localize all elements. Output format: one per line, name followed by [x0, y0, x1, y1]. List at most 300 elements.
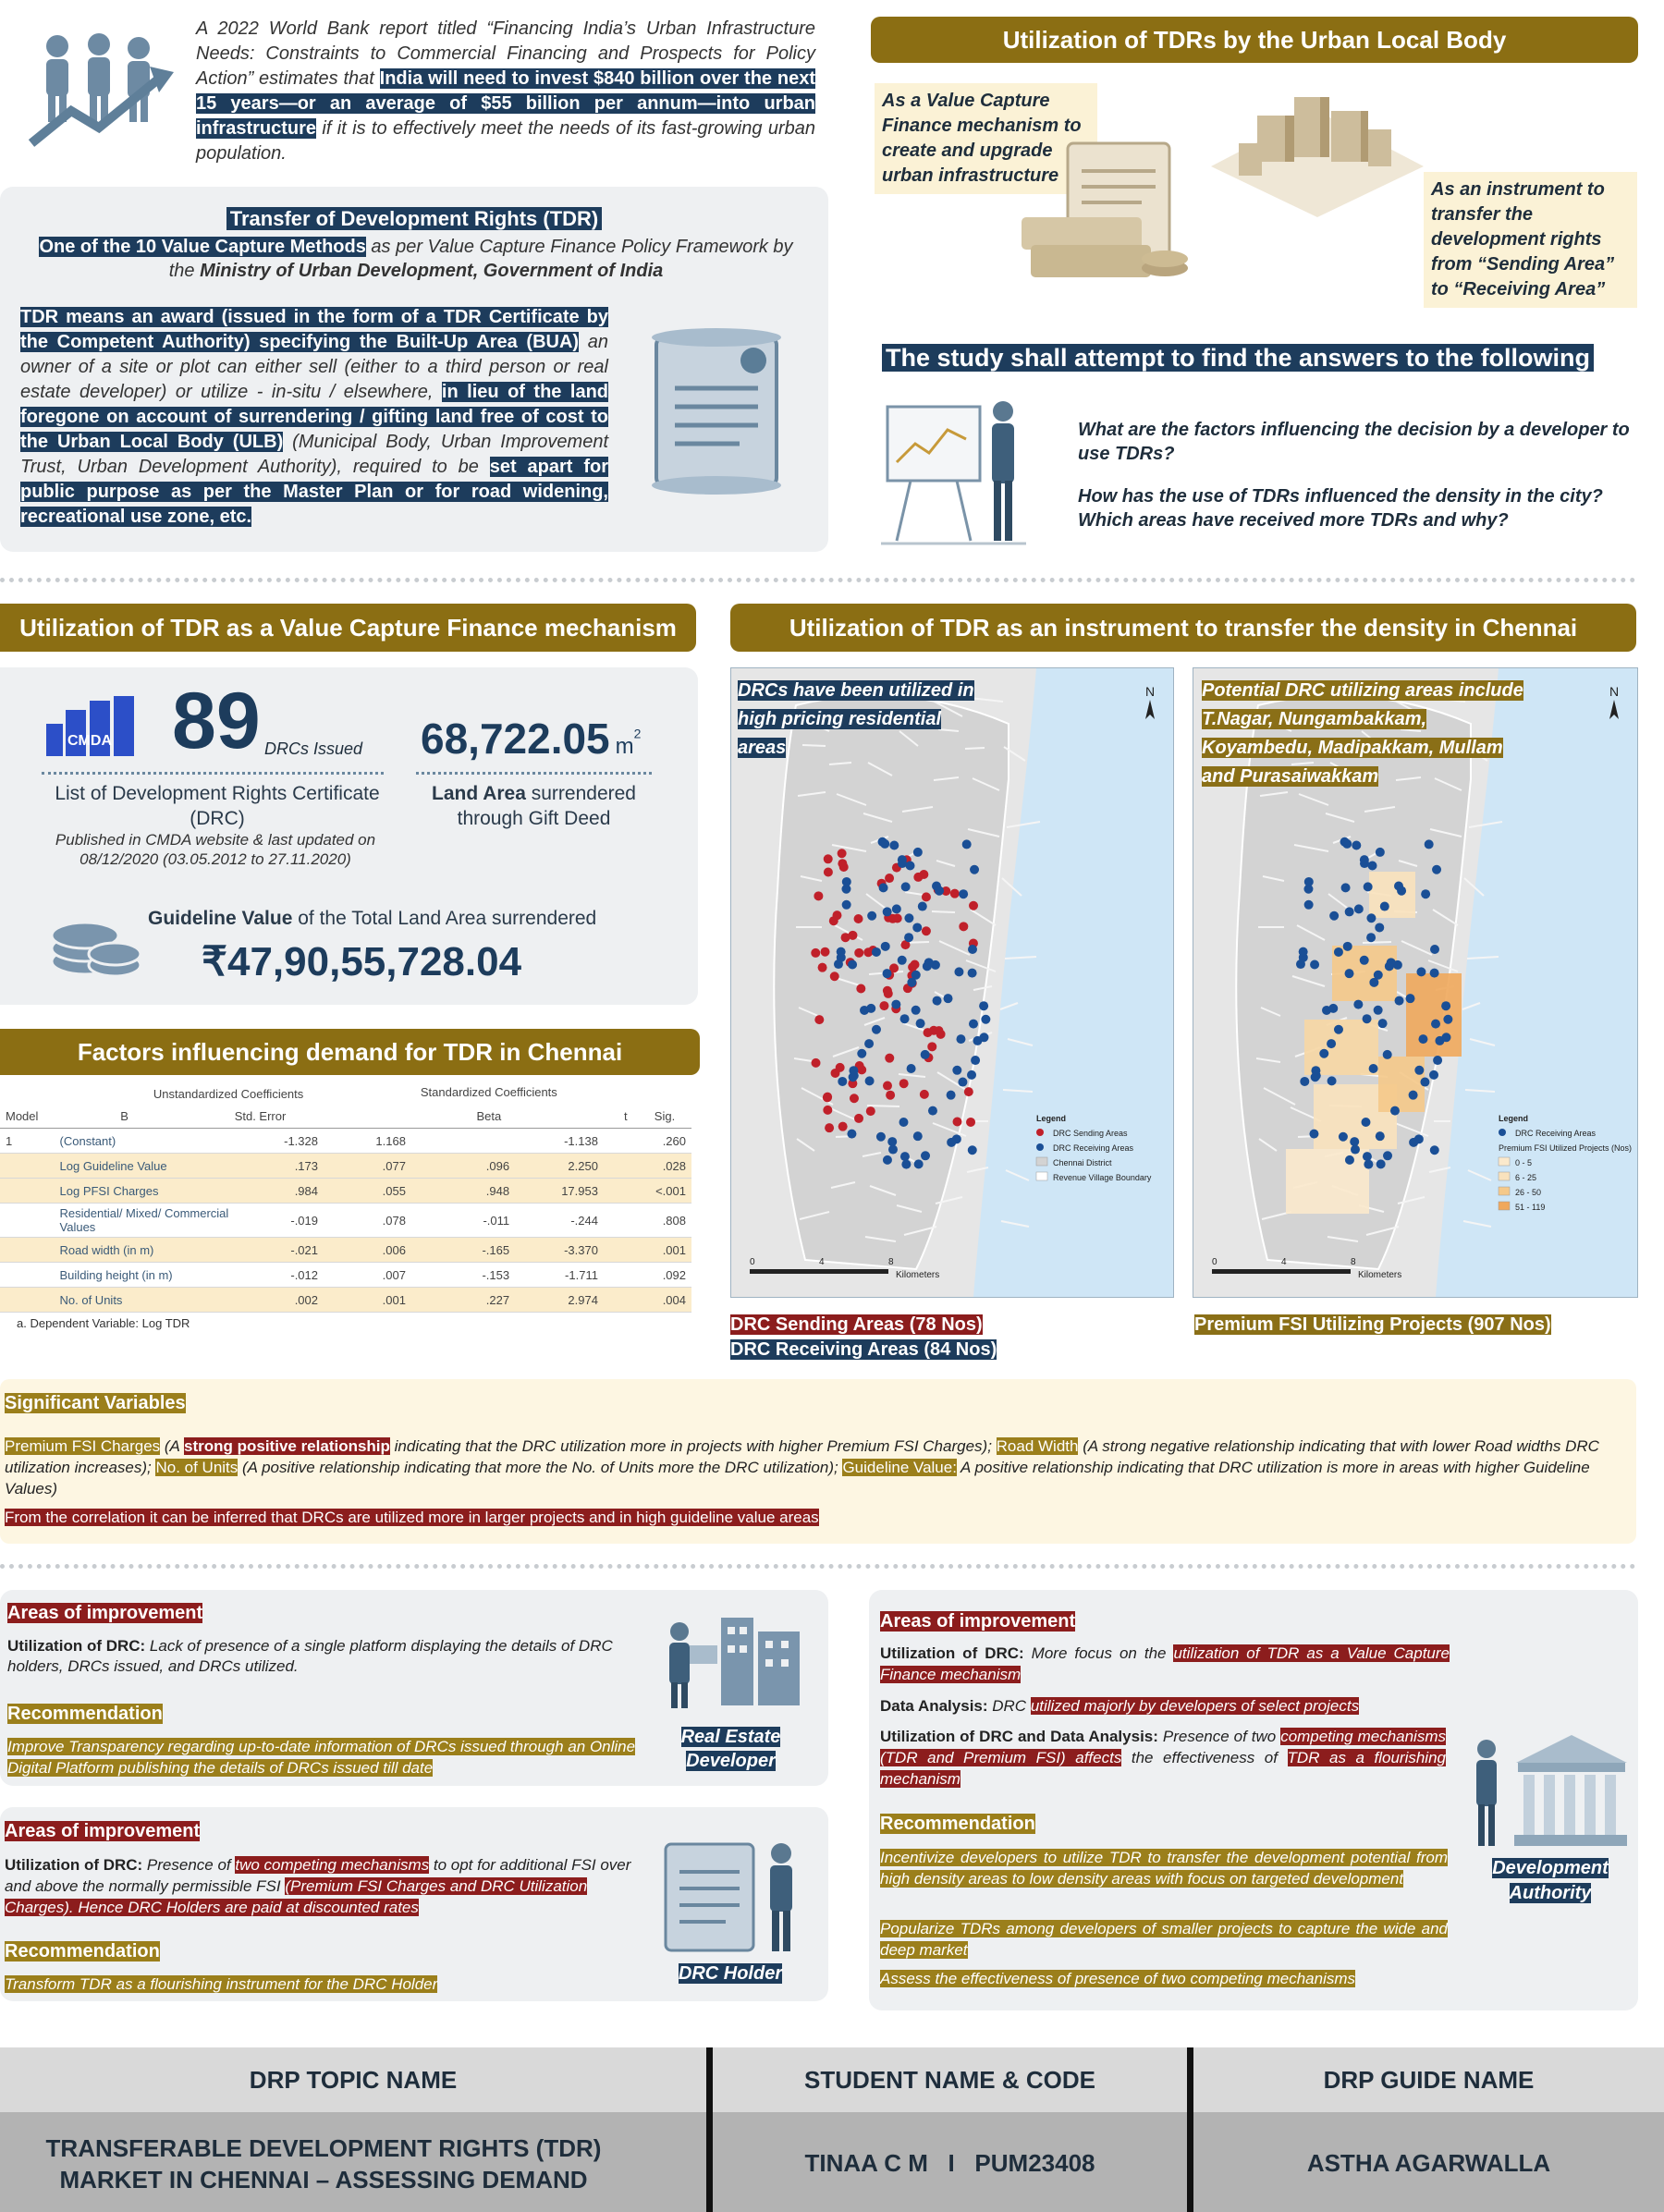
- legend-label: DRC Receiving Areas: [1053, 1143, 1134, 1153]
- value-cell: -3.370: [564, 1242, 598, 1257]
- developer-rec-text: Improve Transparency regarding up-to-date information of DRCs issued through an Online Digital Platform publishing the details of DRCs issued till date: [7, 1738, 636, 1777]
- receiving-point: [970, 865, 979, 874]
- receiving-point: [1360, 859, 1369, 868]
- receiving-point: [1420, 1078, 1429, 1087]
- sending-point: [824, 868, 833, 877]
- sending-point: [823, 1106, 832, 1115]
- sending-point: [818, 963, 827, 972]
- sending-point: [885, 874, 894, 883]
- sending-point: [832, 910, 841, 920]
- value-cell: .078: [382, 1213, 406, 1228]
- scale-label: 0: [1212, 1257, 1217, 1267]
- receiving-point: [1433, 1056, 1442, 1065]
- value-cell: [0, 1288, 55, 1313]
- receiving-point: [1345, 907, 1354, 916]
- scale-unit: Kilometers: [1358, 1270, 1402, 1280]
- value-cell: -1.711: [565, 1267, 598, 1282]
- value-cell: .096: [485, 1158, 510, 1173]
- boundary-line: [1001, 1221, 1029, 1227]
- authority-rec-1: Incentivize developers to utilize TDR to transfer the development potential from high density areas to low density areas with focus on targeted development: [880, 1849, 1448, 1888]
- significant-conclusion: From the correlation it can be inferred that DRCs are utilized more in larger projects and in high guideline value areas: [5, 1509, 819, 1526]
- authority-aoi-label: Areas of improvement: [880, 1611, 1076, 1632]
- sending-point: [966, 1118, 975, 1127]
- table-row: [0, 1288, 691, 1313]
- significant-title: Significant Variables: [5, 1393, 186, 1413]
- receiving-point: [907, 978, 916, 987]
- table-row: [0, 1129, 691, 1154]
- north-arrow: N: [1609, 684, 1620, 699]
- receiving-point: [1363, 1152, 1372, 1161]
- receiving-point: [849, 1066, 858, 1075]
- receiving-point: [944, 994, 953, 1003]
- legend-swatch: [1499, 1187, 1510, 1195]
- receiving-point: [904, 933, 913, 942]
- boundary-line: [1003, 1090, 1033, 1092]
- north-arrow: N: [1144, 684, 1156, 699]
- receiving-point: [935, 886, 944, 896]
- receiving-point: [1334, 947, 1343, 957]
- sending-point: [886, 1091, 895, 1100]
- variable-cell: Residential/ Mixed/ Commercial Values: [59, 1206, 229, 1234]
- value-cell: .004: [662, 1292, 686, 1307]
- receiving-point: [1416, 967, 1425, 976]
- value-cell: [0, 1179, 55, 1204]
- value-cell: .077: [382, 1158, 406, 1173]
- holder-label: DRC Holder: [678, 1963, 783, 1984]
- receiving-point: [1310, 959, 1319, 969]
- authority-line-3: Utilization of DRC and Data Analysis: Presence of two competing mechanisms (TDR and Premium FSI) affects the effectiveness of TDR as a flourishing mechanism: [880, 1728, 1446, 1788]
- study-heading: The study shall attempt to find the answers to the following: [882, 344, 1594, 373]
- boundary-line: [1006, 1170, 1029, 1180]
- holder-aoi-label: Areas of improvement: [5, 1821, 201, 1841]
- land-area-label: Land Area surrendered through Gift Deed: [432, 783, 636, 829]
- sending-point: [831, 1069, 840, 1078]
- boundary-line: [1008, 1039, 1033, 1045]
- receiving-point: [1421, 889, 1430, 898]
- receiving-point: [956, 1034, 965, 1044]
- legend-label: 6 - 25: [1515, 1173, 1537, 1182]
- value-cell: [0, 1238, 55, 1263]
- guideline-value-label: Guideline Value of the Total Land Area surrendered: [148, 908, 597, 929]
- sending-point: [953, 1118, 962, 1127]
- receiving-point: [1345, 969, 1354, 978]
- variable-cell: Log PFSI Charges: [59, 1183, 159, 1198]
- table-row: [0, 1204, 691, 1238]
- receiving-point: [1366, 933, 1376, 942]
- receiving-point: [1360, 956, 1369, 965]
- receiving-point: [1300, 1077, 1309, 1086]
- regression-footnote: a. Dependent Variable: Log TDR: [17, 1316, 190, 1330]
- legend-label: Revenue Village Boundary: [1053, 1173, 1152, 1182]
- value-cell: .007: [382, 1267, 406, 1282]
- sending-point: [927, 1042, 936, 1051]
- sending-point: [814, 891, 823, 900]
- receiving-point: [881, 942, 890, 951]
- table-row: [0, 1154, 691, 1179]
- sending-point: [883, 1082, 892, 1091]
- value-cell: 2.250: [568, 1158, 598, 1173]
- value-cell: .260: [662, 1133, 686, 1148]
- value-cell: .001: [382, 1292, 406, 1307]
- value-cell: [411, 1129, 515, 1154]
- premium-caption: Premium FSI Utilizing Projects (907 Nos): [1194, 1314, 1551, 1335]
- sending-point: [814, 1015, 824, 1024]
- receiving-point: [1383, 1050, 1392, 1059]
- north-arrow-icon: [1609, 700, 1619, 719]
- value-cell: -1.328: [284, 1133, 318, 1148]
- receiving-point: [918, 902, 927, 911]
- receiving-point: [1354, 904, 1364, 913]
- receiving-point: [899, 1118, 908, 1127]
- regression-table-body: [0, 1129, 691, 1313]
- drc-count-unit: DRCs Issued: [264, 739, 363, 758]
- sending-point: [866, 1106, 875, 1116]
- value-cell: <.001: [655, 1183, 686, 1198]
- receiving-point: [900, 1014, 910, 1023]
- sending-point: [811, 948, 820, 958]
- value-cell: -1.138: [564, 1133, 598, 1148]
- receiving-point: [1375, 923, 1384, 932]
- receiving-point: [898, 859, 907, 868]
- cmda-logo: [42, 691, 139, 761]
- receiving-point: [1387, 958, 1396, 967]
- authority-line-1: Utilization of DRC: More focus on the utilization of TDR as a Value Capture Finance mechanism: [880, 1644, 1450, 1683]
- value-cell: .028: [662, 1158, 686, 1173]
- footer-topic-value: TRANSFERABLE DEVELOPMENT RIGHTS (TDR) MARKET IN CHENNAI – ASSESSING DEMAND: [45, 2134, 602, 2194]
- authority-rec-label: Recommendation: [880, 1814, 1035, 1834]
- receiving-point: [913, 848, 923, 857]
- sending-point: [850, 1094, 859, 1103]
- receiving-point: [1409, 1138, 1418, 1147]
- receiving-point: [912, 1006, 921, 1015]
- value-cell: .173: [294, 1158, 318, 1173]
- drc-dotted-line: [42, 772, 384, 775]
- value-cell: -.153: [482, 1267, 510, 1282]
- receiving-point: [1406, 994, 1415, 1003]
- people-growth-icon: [20, 28, 177, 153]
- boundary-line: [1463, 1221, 1491, 1227]
- legend-swatch: [1499, 1129, 1506, 1136]
- receiving-point: [1334, 1025, 1343, 1034]
- receiving-point: [834, 959, 843, 969]
- scale-bar: [1212, 1269, 1351, 1274]
- receiving-point: [865, 1076, 875, 1085]
- receiving-point: [904, 913, 913, 923]
- legend-swatch: [1499, 1202, 1510, 1210]
- developer-aoi-label: Areas of improvement: [7, 1603, 203, 1623]
- receiving-point: [1430, 969, 1439, 978]
- receiving-point: [969, 1020, 978, 1029]
- receiving-point: [916, 1019, 925, 1028]
- value-cell: [0, 1204, 55, 1238]
- drc-count: 89: [172, 677, 261, 765]
- receiving-point: [1432, 865, 1441, 874]
- sending-point: [838, 849, 847, 858]
- legend-swatch: [1036, 1143, 1044, 1151]
- svg-text:CMDA: CMDA: [67, 733, 112, 749]
- value-cell: .808: [662, 1213, 686, 1228]
- receiving-point: [1430, 1145, 1439, 1155]
- sending-point: [838, 1122, 848, 1131]
- receiving-point: [1429, 1070, 1438, 1080]
- receiving-point: [892, 904, 901, 913]
- scale-bar: [750, 1269, 888, 1274]
- receiving-point: [1430, 945, 1439, 954]
- receiving-point: [1304, 877, 1314, 886]
- footer-student-heading: STUDENT NAME & CODE: [804, 2066, 1095, 2094]
- value-cell: 1: [6, 1133, 13, 1148]
- sending-point: [821, 947, 830, 957]
- money-document-illustration: [1012, 129, 1197, 296]
- legend-label: DRC Receiving Areas: [1515, 1129, 1597, 1138]
- sending-point: [964, 1087, 973, 1096]
- receiving-point: [921, 1050, 930, 1059]
- table-row: [0, 1179, 691, 1204]
- receiving-point: [1352, 840, 1361, 849]
- city-buildings-illustration: [1202, 79, 1433, 222]
- receiving-point: [968, 945, 977, 954]
- coins-icon: [48, 904, 145, 983]
- receiving-point: [1345, 1155, 1354, 1165]
- receiving-point: [1353, 1000, 1363, 1009]
- receiving-caption: DRC Receiving Areas (84 Nos): [730, 1339, 997, 1360]
- receiving-point: [847, 1130, 856, 1139]
- receiving-point: [888, 1145, 898, 1155]
- scale-label: 4: [819, 1257, 825, 1267]
- receiving-point: [1327, 1039, 1336, 1048]
- presenter-illustration: [874, 388, 1031, 550]
- receiving-point: [979, 1033, 988, 1042]
- authority-label: Development Authority: [1492, 1858, 1609, 1903]
- holder-rec-text: Transform TDR as a flourishing instrument for the DRC Holder: [5, 1975, 438, 1993]
- sending-point: [825, 1123, 834, 1132]
- footer-student-value: TINAA C M I PUM23408: [804, 2149, 1095, 2177]
- section-divider-2: [0, 1564, 1636, 1569]
- sending-point: [863, 947, 873, 957]
- authority-rec-3: Assess the effectiveness of presence of two competing mechanisms: [880, 1970, 1356, 1987]
- receiving-point: [1369, 1064, 1378, 1073]
- receiving-point: [907, 1064, 916, 1073]
- regression-table: Unstandardized Coefficients Standardized Coefficients Model B Std. Error Beta t Sig.: [0, 1080, 691, 1129]
- sending-point: [854, 914, 863, 923]
- vcf-banner: Utilization of TDR as a Value Capture Finance mechanism: [0, 604, 696, 652]
- sending-point: [911, 960, 920, 970]
- variable-cell: Log Guideline Value: [59, 1158, 167, 1173]
- receiving-point: [959, 889, 968, 898]
- scale-label: 8: [888, 1257, 894, 1267]
- receiving-point: [872, 1025, 881, 1034]
- receiving-point: [1341, 883, 1351, 892]
- developer-illustration: [647, 1608, 814, 1710]
- intro-text: A 2022 World Bank report titled “Financing India’s Urban Infrastructure Needs: Constraints to Commercial Financing and Prospects for Policy Action” estimates that India will need to invest $840 billion over the next 15 years—or an average of $55 billion per annum—into urban infrastructure if it is to effectively meet the needs of its fast-growing urban population.: [196, 18, 815, 164]
- receiving-point: [1339, 1132, 1348, 1142]
- tdr-title: Transfer of Development Rights (TDR): [226, 207, 602, 230]
- value-cell: -.012: [290, 1267, 318, 1282]
- tdr-definition-text: TDR means an award (issued in the form of a TDR Certificate by the Competent Authority) specifying the Built-Up Area (BUA) an owner of a site or plot can either sell (either to a third person or real estate developer) or utilize - in-situ / elsewhere, in lieu of the land foregone on account of surrendering / gifting land free of cost to the Urban Local Body (ULB) (Municipal Body, Urban Improvement Trust, Urban Development Authority), required to be set apart for public purpose as per the Master Plan or for road widening, recreational use zone, etc.: [20, 307, 609, 527]
- sending-point: [929, 1026, 938, 1035]
- receiving-point: [867, 911, 876, 921]
- receiving-point: [1296, 959, 1305, 969]
- receiving-point: [1368, 862, 1377, 871]
- sending-point: [856, 984, 865, 993]
- receiving-point: [1431, 1020, 1440, 1029]
- tdr-definition-card: [0, 187, 828, 552]
- sending-point: [841, 933, 850, 942]
- tdr-subtitle: One of the 10 Value Capture Methods as per Value Capture Finance Policy Framework by the Ministry of Urban Development, Government of India: [39, 237, 793, 281]
- legend-label: Legend: [1499, 1114, 1529, 1123]
- receiving-point: [1441, 1033, 1450, 1042]
- developer-aoi-text: Utilization of DRC: Lack of presence of a single platform displaying the details of DRC holders, DRCs issued, and DRCs utilized.: [7, 1637, 613, 1675]
- receiving-point: [1328, 1004, 1338, 1013]
- receiving-point: [947, 1091, 956, 1100]
- sending-point: [920, 1090, 929, 1099]
- boundary-line: [1470, 1039, 1495, 1045]
- receiving-point: [958, 1078, 967, 1087]
- developer-rec-label: Recommendation: [7, 1704, 163, 1724]
- receiving-point: [924, 958, 934, 967]
- boundary-line: [1000, 1003, 1018, 1009]
- value-cell: .006: [382, 1242, 406, 1257]
- receiving-point: [962, 839, 972, 849]
- receiving-point: [1328, 1076, 1337, 1085]
- regression-table-wrap: [0, 1080, 691, 1334]
- receiving-point: [1414, 1066, 1424, 1075]
- receiving-point: [1304, 900, 1314, 910]
- guideline-value-amount: ₹47,90,55,728.04: [202, 939, 522, 984]
- ulb-banner: Utilization of TDRs by the Urban Local Body: [871, 17, 1638, 63]
- boundary-line: [1468, 1170, 1491, 1180]
- sending-point: [854, 1114, 863, 1123]
- boundary-line: [1462, 1003, 1480, 1009]
- receiving-point: [866, 1004, 875, 1013]
- footer: [0, 2047, 1664, 2212]
- receiving-point: [906, 862, 915, 871]
- receiving-point: [1374, 1006, 1383, 1015]
- developer-label: Real Estate Developer: [680, 1727, 781, 1771]
- receiving-point: [1418, 1034, 1427, 1044]
- receiving-point: [913, 1131, 923, 1141]
- receiving-point: [1376, 1131, 1385, 1141]
- receiving-point: [876, 1132, 886, 1142]
- receiving-point: [1342, 839, 1352, 849]
- legend-swatch: [1499, 1172, 1510, 1180]
- legend-label: Chennai District: [1053, 1158, 1112, 1167]
- footer-guide-value: ASTHA AGARWALLA: [1306, 2149, 1551, 2177]
- legend-label: 26 - 50: [1515, 1188, 1542, 1197]
- ulb-transfer-note: As an instrument to transfer the development rights from “Sending Area” to “Receiving Area”: [1424, 172, 1637, 308]
- list-drc-title: List of Development Rights Certificate (DRC): [55, 783, 380, 829]
- receiving-point: [864, 1039, 874, 1048]
- receiving-point: [889, 840, 899, 849]
- receiving-point: [1361, 1118, 1370, 1127]
- legend-label: 51 - 119: [1515, 1203, 1546, 1212]
- boundary-line: [1005, 957, 1036, 959]
- receiving-point: [1376, 848, 1385, 857]
- receiving-point: [1378, 1019, 1388, 1028]
- variable-cell: Building height (in m): [59, 1267, 173, 1282]
- authority-line-2: Data Analysis: DRC utilized majorly by developers of select projects: [880, 1697, 1360, 1715]
- sending-point: [854, 948, 863, 958]
- receiving-point: [842, 877, 851, 886]
- receiving-point: [883, 1155, 892, 1165]
- sending-point: [922, 892, 931, 901]
- variable-cell: No. of Units: [59, 1292, 123, 1307]
- receiving-point: [968, 1145, 977, 1155]
- north-arrow-icon: [1145, 700, 1155, 719]
- legend-swatch: [1036, 1129, 1044, 1136]
- legend-label: Premium FSI Utilized Projects (Nos): [1499, 1143, 1633, 1153]
- receiving-point: [1366, 913, 1376, 923]
- receiving-point: [1309, 1130, 1318, 1139]
- receiving-point: [880, 839, 889, 849]
- receiving-point: [883, 907, 892, 916]
- scale-label: 0: [750, 1257, 755, 1267]
- value-cell: -.165: [482, 1242, 510, 1257]
- value-cell: [0, 1154, 55, 1179]
- sending-point: [830, 972, 839, 981]
- value-cell: -.019: [290, 1213, 318, 1228]
- certificate-scroll-icon: [638, 324, 795, 499]
- value-cell: -.244: [570, 1213, 598, 1228]
- value-cell: .001: [662, 1242, 686, 1257]
- premium-fsi-zone: [1369, 872, 1415, 918]
- receiving-point: [879, 883, 888, 892]
- sending-point: [824, 854, 833, 863]
- sending-point: [838, 859, 847, 868]
- scale-unit: Kilometers: [896, 1270, 940, 1280]
- receiving-point: [968, 969, 977, 978]
- sending-point: [879, 1001, 888, 1010]
- receiving-point: [1397, 886, 1406, 896]
- table-row: [0, 1238, 691, 1263]
- receiving-point: [1364, 882, 1373, 891]
- premium-fsi-zone: [1286, 1149, 1369, 1214]
- receiving-point: [883, 969, 892, 978]
- holder-rec-label: Recommendation: [5, 1941, 160, 1961]
- legend-swatch: [1036, 1157, 1047, 1166]
- value-cell: -.011: [483, 1213, 510, 1228]
- receiving-point: [1425, 839, 1434, 849]
- receiving-point: [947, 1138, 956, 1147]
- section-divider: [0, 578, 1636, 582]
- value-cell: [0, 1263, 55, 1288]
- study-question-1: What are the factors influencing the decision by a developer to use TDRs?: [1078, 420, 1630, 464]
- receiving-point: [1299, 947, 1308, 957]
- receiving-point: [1329, 911, 1339, 921]
- receiving-point: [954, 967, 963, 976]
- receiving-point: [1380, 902, 1389, 911]
- premium-fsi-zone: [1406, 973, 1462, 1057]
- study-question-2: How has the use of TDRs influenced the density in the city? Which areas have received more TDRs and why?: [1078, 486, 1603, 531]
- receiving-point: [1319, 1049, 1328, 1058]
- value-cell: .002: [294, 1292, 318, 1307]
- sending-point: [812, 1058, 821, 1068]
- receiving-point: [1376, 1159, 1386, 1168]
- density-banner: Utilization of TDR as an instrument to transfer the density in Chennai: [730, 604, 1636, 652]
- variable-cell: Road width (in m): [59, 1242, 154, 1257]
- receiving-point: [1443, 1015, 1452, 1024]
- map2-note: Potential DRC utilizing areas include T.Nagar, Nungambakkam, Koyambedu, Madipakkam, Mullam and Purasaiwakkam: [1202, 680, 1523, 787]
- sending-point: [969, 901, 978, 910]
- receiving-point: [967, 1070, 976, 1080]
- ulb-vcf-note: As a Value Capture Finance mechanism to create and upgrade urban infrastructure: [875, 83, 1097, 194]
- footer-topic-heading: DRP TOPIC NAME: [249, 2066, 458, 2094]
- receiving-point: [1369, 978, 1378, 987]
- receiving-point: [901, 1160, 911, 1169]
- receiving-point: [1383, 1151, 1392, 1160]
- receiving-point: [848, 959, 857, 969]
- scale-label: 8: [1351, 1257, 1356, 1267]
